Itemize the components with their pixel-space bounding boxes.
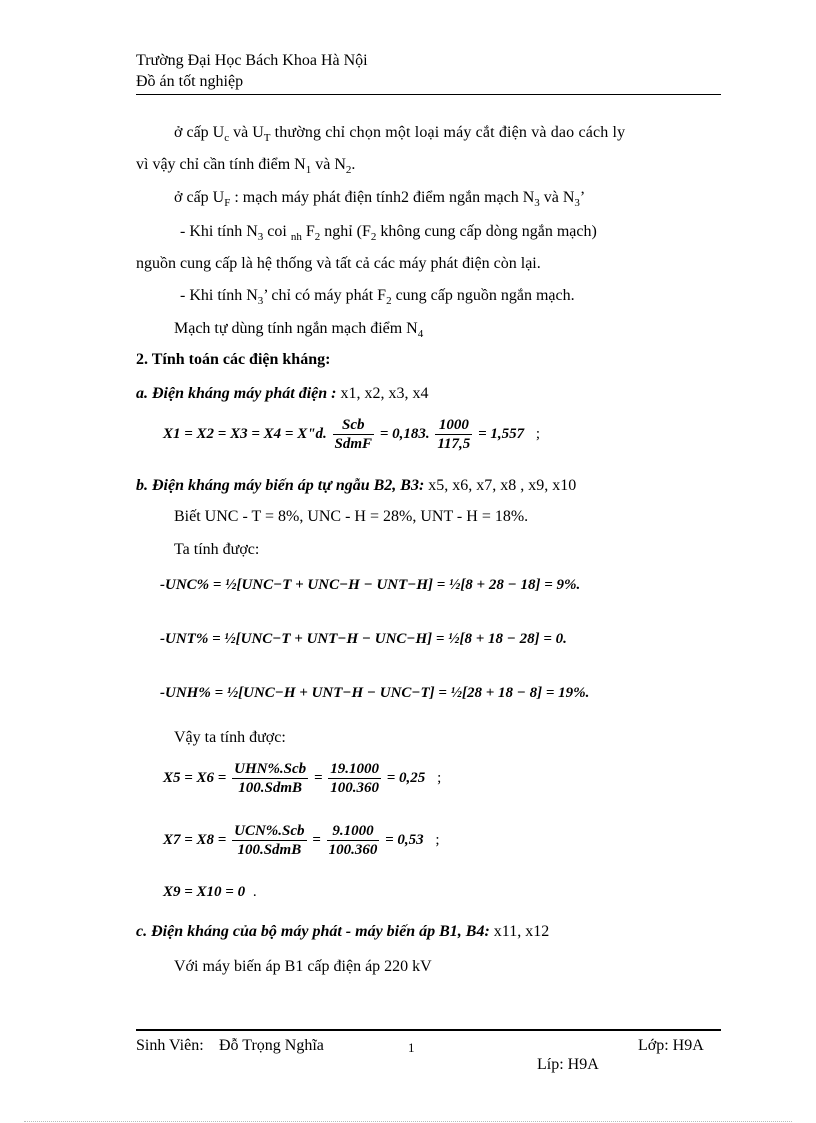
equation-x9-x10: X9 = X10 = 0 . (163, 884, 257, 900)
subsection-a-heading: a. Điện kháng máy phát điện : x1, x2, x3, x4 (136, 385, 429, 402)
paragraph-5: Mạch tự dùng tính ngắn mạch điểm $N_4$ (174, 320, 424, 341)
transformer-note: Với máy biến áp B1 cấp điện áp 220 kV (174, 958, 432, 975)
page-bottom-border (24, 1121, 792, 1122)
header-rule (136, 94, 721, 95)
header-university: Trường Đại Học Bách Khoa Hà Nội (136, 52, 368, 69)
paragraph-3-line-1: - Khi tính $N_3$ coi $_{nh}$ $F_2$ nghỉ ($F_2$ không cung cấp dòng ngắn mạch) (180, 223, 597, 244)
footer-page-number: 1 (408, 1040, 415, 1055)
fraction-uh-scb: $\frac{\text{UHN\%.Scb}}{\text{100.SdmB}}$ (234, 761, 307, 796)
subsection-c-heading: c. Điện kháng của bộ máy phát - máy biến áp B1, B4: x11, x12 (136, 923, 550, 940)
footer-rule (136, 1029, 721, 1031)
fraction-uc-scb: $\frac{\text{UCN\%.Scb}}{\text{100.SdmB}}$ (234, 823, 305, 858)
fraction-1000-1175: $\frac{1000}{117,5}$ (437, 417, 471, 452)
header-doc-type: Đồ án tốt nghiệp (136, 73, 244, 90)
fraction-19000-36000: $\frac{19.1000}{100.360}$ (330, 761, 379, 796)
footer-class-label-duplicate: Líp: H9A (537, 1056, 599, 1073)
equation-x5-x6: X5 = X6 = $\frac{\text{UHN\%.Scb}}{\text{100.SdmB}}$ = $\frac{19.1000}{100.360}$ = 0,25 ; (163, 761, 442, 796)
section-heading: 2. Tính toán các điện kháng: (136, 351, 331, 368)
then-intro: Vậy ta tính được: (174, 729, 286, 746)
paragraph-4: - Khi tính $N_3$’ chỉ có máy phát $F_2$ cung cấp nguồn ngắn mạch. (180, 287, 575, 308)
paragraph-2: ở cấp $U_F$ : mạch máy phát điện tính2 điểm ngắn mạch $N_3$ và $N_3$’ (174, 189, 586, 210)
equation-x7-x8: X7 = X8 = $\frac{\text{UCN\%.Scb}}{\text{100.SdmB}}$ = $\frac{9.1000}{100.360}$ = 0,53 ; (163, 823, 440, 858)
equation-un-t: -UNT% = ½[UNC−T + UNT−H − UNC−H] = ½[8 + 18 − 28] = 0. (160, 631, 567, 647)
fraction-9000-36000: $\frac{9.1000}{100.360}$ (328, 823, 378, 858)
subsection-b-heading: b. Điện kháng máy biến áp tự ngẫu B2, B3: x5, x6, x7, x8 , x9, x10 (136, 477, 577, 494)
paragraph-1-line-2: vì vậy chỉ cần tính điểm $N_1$ và $N_2$. (136, 156, 356, 177)
footer-student-label: Sinh Viên: (136, 1037, 204, 1054)
footer-class-label: Lớp: H9A (638, 1037, 704, 1054)
fraction-scb-sdmf: $\frac{\text{Scb}}{\text{SdmF}}$ (334, 417, 373, 452)
equation-un-c: -UNC% = ½[UNC−T + UNC−H − UNT−H] = ½[8 + 28 − 18] = 9%. (160, 577, 581, 593)
equation-generator-reactance: X1 = X2 = X3 = X4 = X"d. $\frac{\text{Scb}}{\text{SdmF}}$ = 0,183. $\frac{1000}{117,5}$ = 1,557 ; (163, 417, 541, 452)
known-values: Biết UNC - T = 8%, UNC - H = 28%, UNT - H = 18%. (174, 508, 529, 525)
paragraph-3-line-2: nguồn cung cấp là hệ thống và tất cả các máy phát điện còn lại. (136, 255, 541, 272)
equation-un-h: -UNH% = ½[UNC−H + UNT−H − UNC−T] = ½[28 + 18 − 8] = 19%. (160, 685, 590, 701)
footer-student-name: Đỗ Trọng Nghĩa (219, 1037, 324, 1054)
paragraph-1-line-1: ở cấp $U_c$ và $U_T$ thường chỉ chọn một loại máy cắt điện và dao cách ly (174, 124, 626, 145)
calc-intro: Ta tính được: (174, 541, 260, 558)
